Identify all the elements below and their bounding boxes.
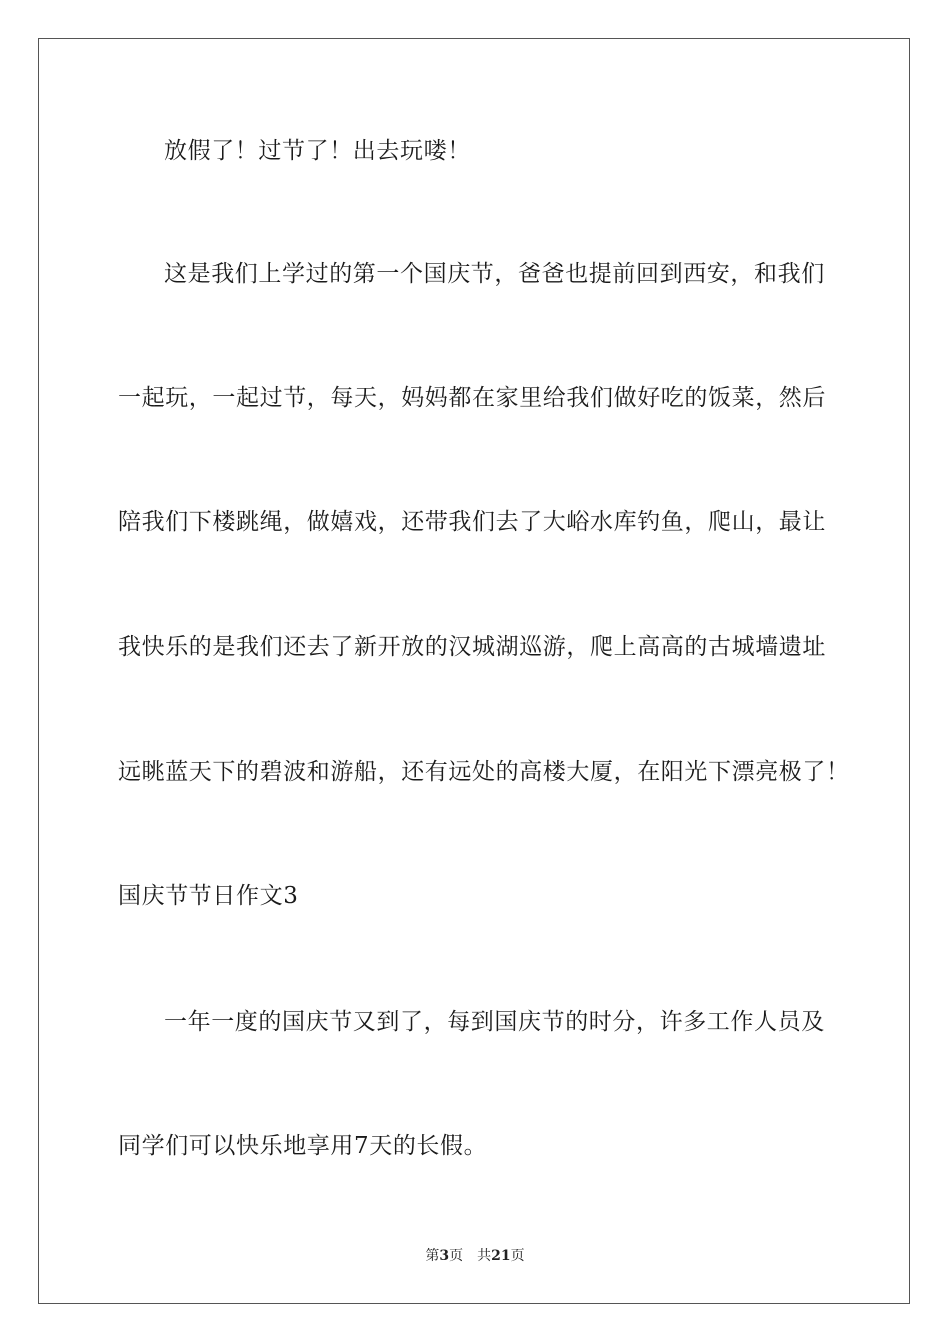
paragraph-line: 放假了！过节了！出去玩喽！ (164, 138, 471, 164)
paragraph-line: 一起玩，一起过节，每天，妈妈都在家里给我们做好吃的饭菜，然后 (118, 385, 826, 411)
paragraph-line: 我快乐的是我们还去了新开放的汉城湖巡游，爬上高高的古城墙遗址 (118, 634, 826, 660)
paragraph-line: 同学们可以快乐地享用7天的长假。 (118, 1133, 488, 1159)
page-number: 3 (439, 1248, 450, 1264)
paragraph-line: 远眺蓝天下的碧波和游船，还有远处的高楼大厦，在阳光下漂亮极了！ (118, 759, 850, 785)
footer-suffix: 页 (510, 1248, 525, 1264)
paragraph-line: 陪我们下楼跳绳，做嬉戏，还带我们去了大峪水库钓鱼，爬山，最让 (118, 509, 826, 535)
paragraph-line: 这是我们上学过的第一个国庆节，爸爸也提前回到西安，和我们 (164, 261, 825, 287)
total-pages: 21 (491, 1248, 511, 1264)
paragraph-line: 一年一度的国庆节又到了，每到国庆节的时分，许多工作人员及 (164, 1009, 825, 1035)
page-border (38, 38, 910, 1304)
page-footer (0, 1246, 950, 1266)
footer-prefix: 第 (425, 1248, 440, 1264)
footer-mid: 页 共 (449, 1248, 492, 1264)
section-heading: 国庆节节日作文3 (118, 883, 299, 909)
